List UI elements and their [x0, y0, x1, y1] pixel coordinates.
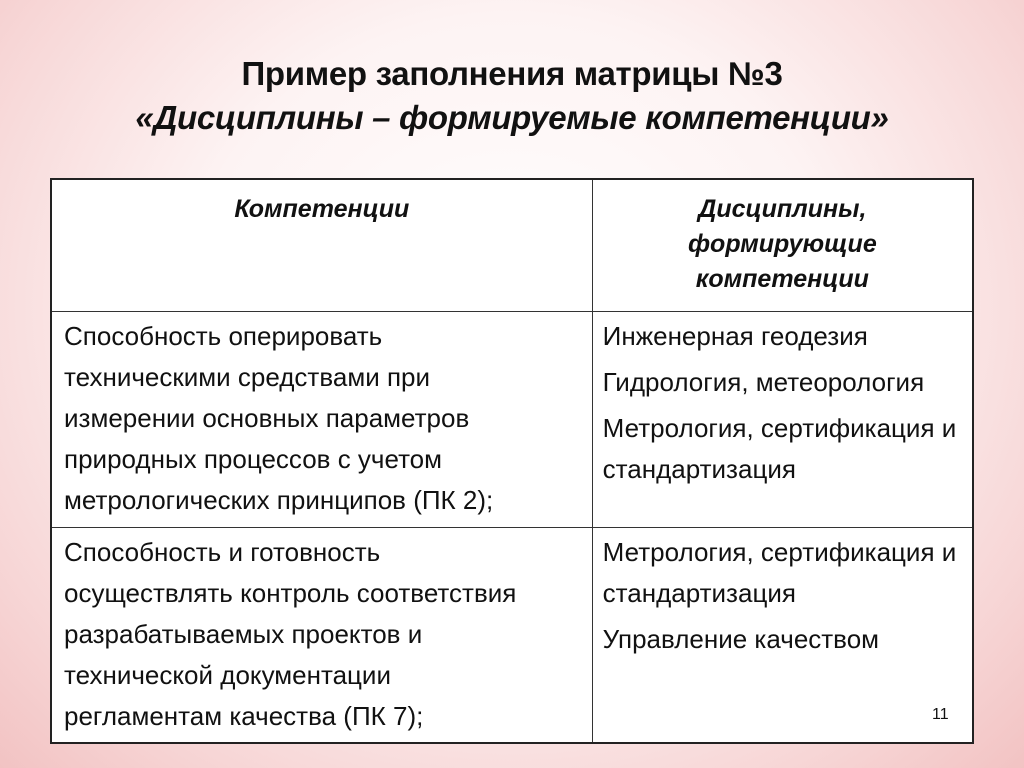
- title-line-1: Пример заполнения матрицы №3: [241, 55, 783, 92]
- competency-line: разрабатываемых проектов и: [64, 618, 423, 649]
- header-disciplines-line-1: Дисциплины,: [698, 195, 867, 223]
- competency-line: осуществлять контроль соответствия: [64, 577, 517, 608]
- discipline-item: Метрология, сертификация и стандартизация: [602, 536, 957, 608]
- competency-line: Способность оперировать: [64, 320, 383, 351]
- competency-line: Способность и готовность: [64, 536, 381, 567]
- slide-title: [0, 52, 1024, 140]
- competency-line: технической документации: [64, 659, 391, 690]
- page-number: 11: [932, 706, 949, 723]
- header-disciplines-line-2: формирующие: [687, 230, 877, 258]
- discipline-item: Управление качеством: [602, 623, 880, 654]
- header-disciplines: [592, 179, 973, 311]
- header-competencies: [51, 179, 592, 311]
- competency-line: техническими средствами при: [64, 361, 431, 392]
- competency-cell: [51, 527, 592, 743]
- competency-line: измерении основных параметров: [64, 402, 470, 433]
- competency-line: регламентам качества (ПК 7);: [64, 700, 424, 731]
- competency-cell: [51, 311, 592, 527]
- discipline-item: Метрология, сертификация и стандартизация: [602, 412, 957, 484]
- table-row: [51, 311, 973, 527]
- table-row: [51, 527, 973, 743]
- disciplines-cell: [592, 527, 973, 743]
- discipline-item: Инженерная геодезия: [602, 320, 868, 351]
- table-header-row: [51, 179, 973, 311]
- title-line-2: «Дисциплины – формируемые компетенции»: [135, 99, 889, 136]
- discipline-item: Гидрология, метеорология: [602, 366, 925, 397]
- competency-line: метрологических принципов (ПК 2);: [64, 484, 494, 515]
- header-competencies-label: Компетенции: [234, 195, 410, 223]
- competency-line: природных процессов с учетом: [64, 443, 443, 474]
- disciplines-cell: [592, 311, 973, 527]
- competency-matrix-table: [50, 178, 974, 744]
- header-disciplines-line-3: компетенции: [695, 265, 869, 293]
